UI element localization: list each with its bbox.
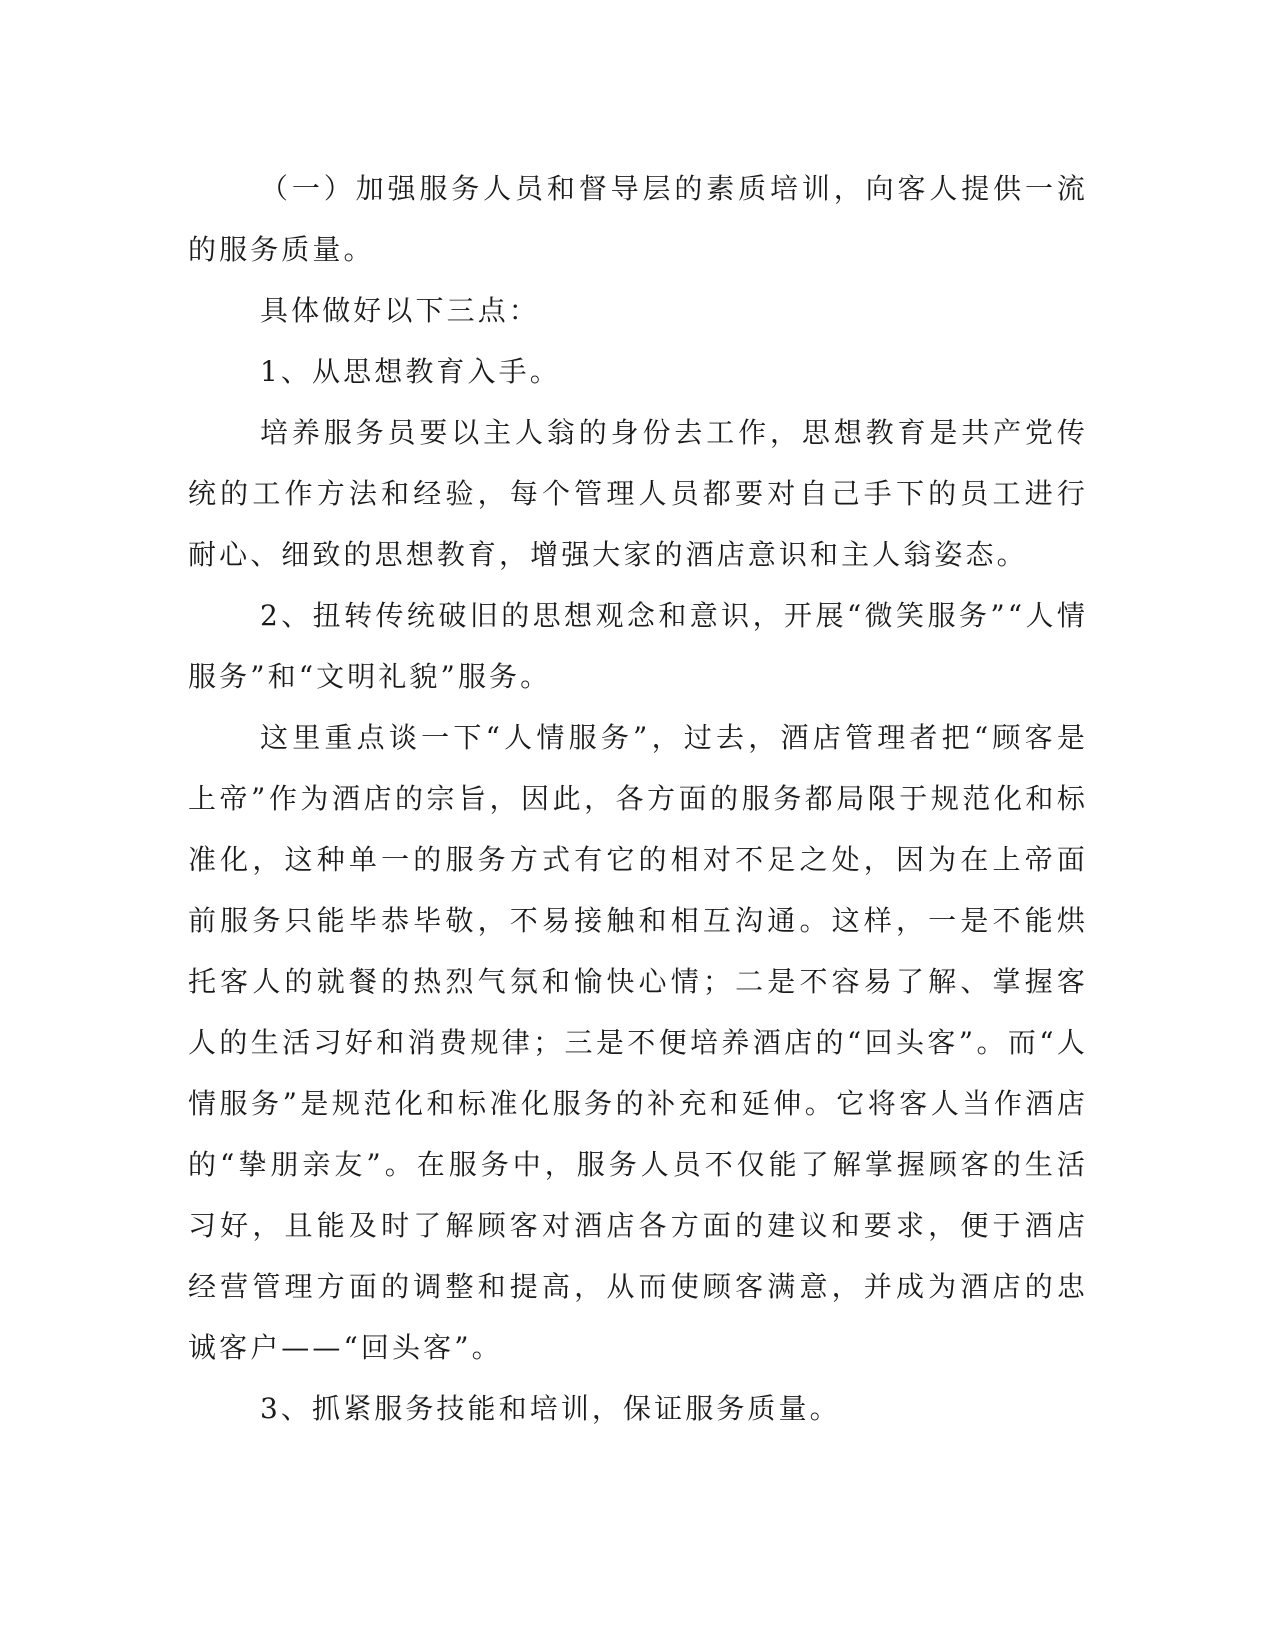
paragraph-point-2-body: 这里重点谈一下“人情服务”，过去，酒店管理者把“顾客是上帝”作为酒店的宗旨，因此，各方面的服务都局限于规范化和标准化，这种单一的服务方式有它的相对不足之处，因为在上帝面前服务只能毕恭毕敬，不易接触和相互沟通。这样，一是不能烘托客人的就餐的热烈气氛和愉快心情；二是不容易了解、掌握客人的生活习好和消费规律；三是不便培养酒店的“回头客”。而“人情服务”是规范化和标准化服务的补充和延伸。它将客人当作酒店的“挚朋亲友”。在服务中，服务人员不仅能了解掌握顾客的生活习好，且能及时了解顾客对酒店各方面的建议和要求，便于酒店经营管理方面的调整和提高，从而使顾客满意，并成为酒店的忠诚客户——“回头客”。: [188, 721, 1088, 1364]
paragraph-point-1-body: 培养服务员要以主人翁的身份去工作，思想教育是共产党传统的工作方法和经验，每个管理人员都要对自己手下的员工进行耐心、细致的思想教育，增强大家的酒店意识和主人翁姿态。: [188, 416, 1088, 571]
paragraph-section-heading: （一）加强服务人员和督导层的素质培训，向客人提供一流的服务质量。: [188, 172, 1088, 266]
paragraph-point-2-title: 2、扭转传统破旧的思想观念和意识，开展“微笑服务”“人情服务”和“文明礼貌”服务。: [188, 599, 1088, 693]
paragraph-point-3-title: 3、抓紧服务技能和培训，保证服务质量。: [260, 1392, 841, 1425]
paragraph-intro: 具体做好以下三点：: [260, 294, 540, 327]
document-body: [188, 158, 1088, 1439]
paragraph-point-1-title: 1、从思想教育入手。: [260, 355, 561, 388]
